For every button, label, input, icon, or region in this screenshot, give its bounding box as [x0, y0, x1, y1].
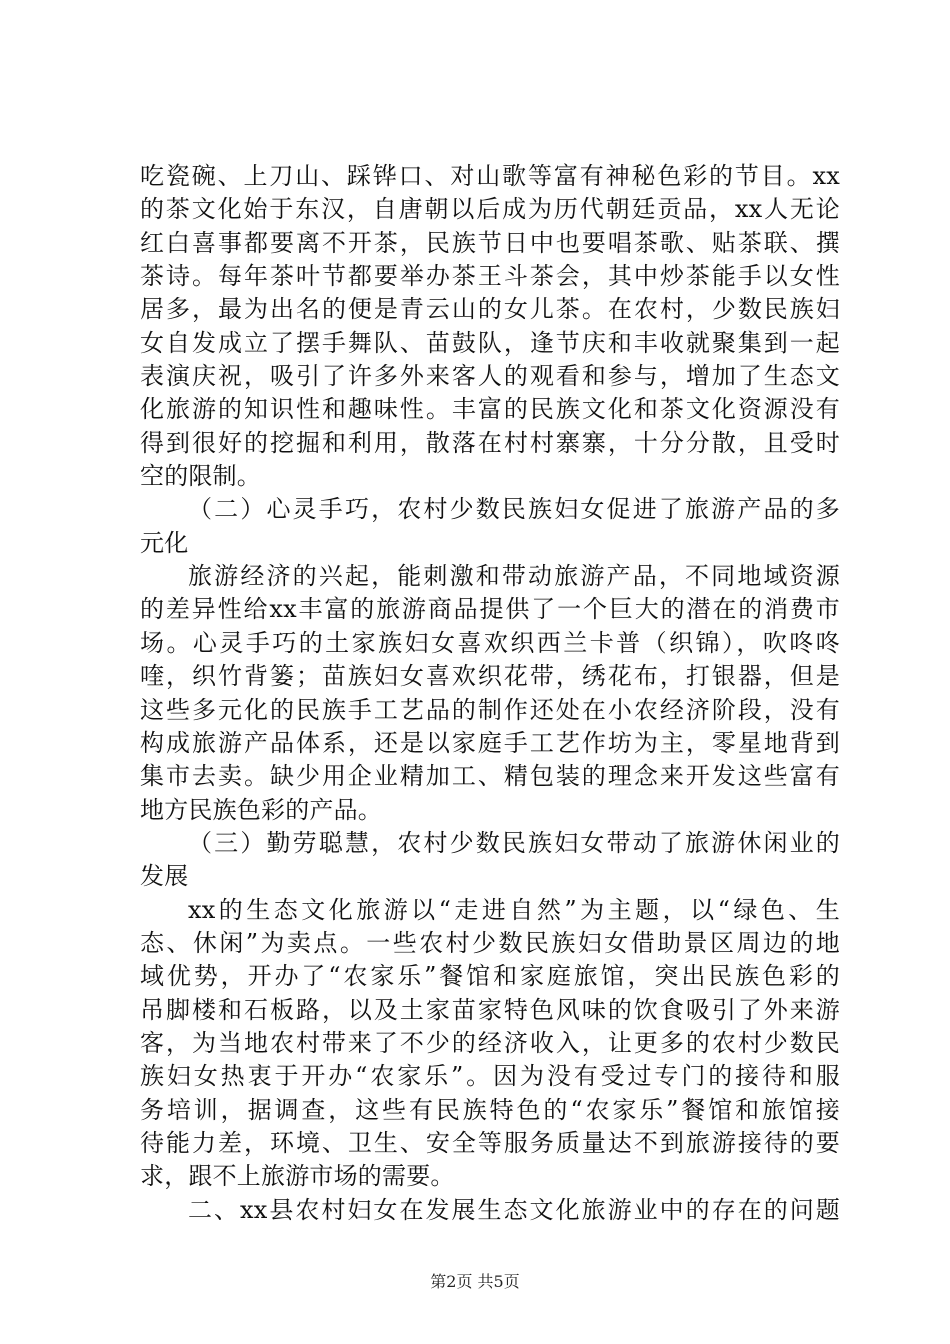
- text-line: 女自发成立了摆手舞队、苗鼓队，逢节庆和丰收就聚集到一起: [140, 328, 840, 357]
- text-line: 场。心灵手巧的土家族妇女喜欢织西兰卡普（织锦），吹咚咚: [140, 628, 840, 657]
- text-line: 这些多元化的民族手工艺品的制作还处在小农经济阶段，没有: [140, 695, 840, 724]
- section-heading: 二、xx县农村妇女在发展生态文化旅游业中的存在的问题: [188, 1195, 840, 1224]
- text-line: 客，为当地农村带来了不少的经济收入，让更多的农村少数民: [140, 1028, 840, 1057]
- text-line: 居多，最为出名的便是青云山的女儿茶。在农村，少数民族妇: [140, 295, 840, 324]
- text-line: 构成旅游产品体系，还是以家庭手工艺作坊为主，零星地背到: [140, 728, 840, 757]
- text-line: 的茶文化始于东汉，自唐朝以后成为历代朝廷贡品，xx人无论: [140, 195, 840, 224]
- text-line: 化旅游的知识性和趣味性。丰富的民族文化和茶文化资源没有: [140, 395, 840, 424]
- text-line: 吊脚楼和石板路，以及土家苗家特色风味的饮食吸引了外来游: [140, 995, 840, 1024]
- section-heading: （二）心灵手巧，农村少数民族妇女促进了旅游产品的多: [188, 495, 840, 524]
- text-line: 域优势，开办了“农家乐”餐馆和家庭旅馆，突出民族色彩的: [140, 962, 840, 991]
- text-line: 表演庆祝，吸引了许多外来客人的观看和参与，增加了生态文: [140, 362, 840, 391]
- text-line: 红白喜事都要离不开茶，民族节日中也要唱茶歌、贴茶联、撰: [140, 228, 840, 257]
- text-line: 旅游经济的兴起，能刺激和带动旅游产品，不同地域资源: [188, 562, 840, 591]
- document-body: [140, 160, 840, 1227]
- text-line: 求，跟不上旅游市场的需要。: [140, 1162, 455, 1191]
- text-line: 得到很好的挖掘和利用，散落在村村寨寨，十分分散，且受时: [140, 428, 840, 457]
- text-line: 地方民族色彩的产品。: [140, 795, 382, 824]
- text-line: 集市去卖。缺少用企业精加工、精包装的理念来开发这些富有: [140, 762, 840, 791]
- text-line: 态、休闲”为卖点。一些农村少数民族妇女借助景区周边的地: [140, 928, 840, 957]
- text-line: 族妇女热衷于开办“农家乐”。因为没有受过专门的接待和服: [140, 1062, 840, 1091]
- text-line: 务培训，据调查，这些有民族特色的“农家乐”餐馆和旅馆接: [140, 1095, 840, 1124]
- text-line: xx的生态文化旅游以“走进自然”为主题，以“绿色、生: [188, 895, 840, 924]
- text-line: 的差异性给xx丰富的旅游商品提供了一个巨大的潜在的消费市: [140, 595, 840, 624]
- text-line: 喹，织竹背篓；苗族妇女喜欢织花带，绣花布，打银器，但是: [140, 662, 840, 691]
- section-heading: （三）勤劳聪慧，农村少数民族妇女带动了旅游休闲业的: [188, 828, 840, 857]
- section-heading-continued: 发展: [140, 862, 189, 891]
- section-heading-continued: 元化: [140, 528, 189, 557]
- text-line: 空的限制。: [140, 462, 261, 491]
- text-line: 待能力差，环境、卫生、安全等服务质量达不到旅游接待的要: [140, 1128, 840, 1157]
- page-number-footer: 第2页 共5页: [430, 1272, 520, 1291]
- text-line: 茶诗。每年茶叶节都要举办茶王斗茶会，其中炒茶能手以女性: [140, 262, 840, 291]
- text-line: 吃瓷碗、上刀山、踩铧口、对山歌等富有神秘色彩的节目。xx: [140, 162, 840, 190]
